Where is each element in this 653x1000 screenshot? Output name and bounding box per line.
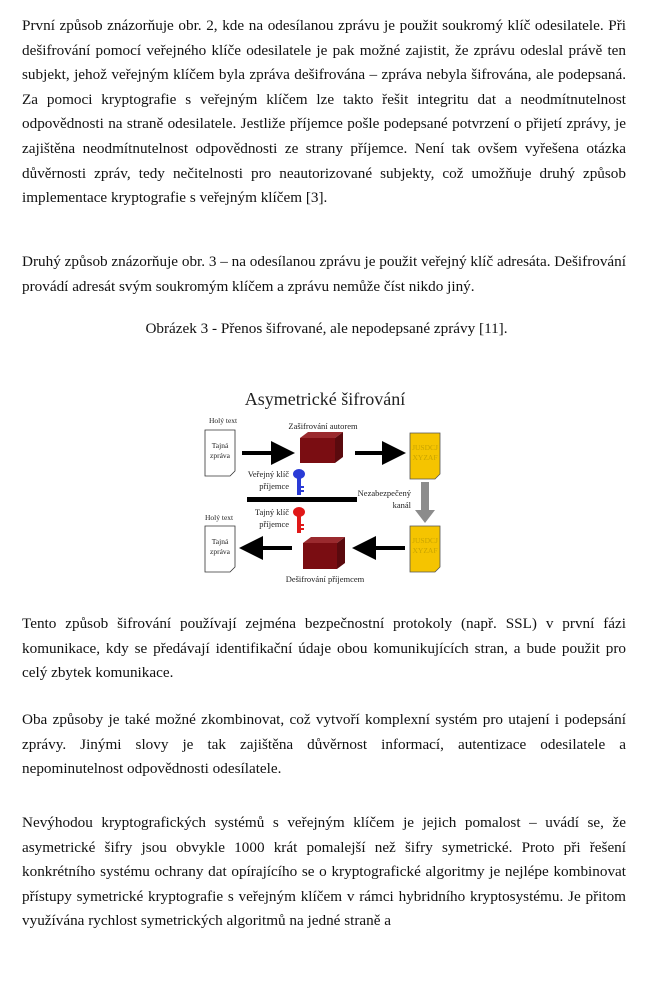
paragraph-combination: Oba způsoby je také možné zkombinovat, což vytvoří komplexní systém pro utajení i podepsání zprávy. Jinými slovy je tak zajištěna důvěrnost informací, autentizace odesilatele a nepominutelnost odpovědnosti odesílatele. [22,711,626,778]
public-key-icon [293,469,305,495]
divider-bar [247,497,357,502]
figure-caption: Obrázek 3 - Přenos šifrované, ale nepodepsané zprávy [11]. [145,320,508,337]
public-key-label-line1: Veřejný klíč [247,469,289,479]
private-key-icon [293,507,305,533]
channel-label-line1: Nezabezpečený [357,488,411,498]
paragraph-disadvantage: Nevýhodou kryptografických systémů s veřejným klíčem je jejich pomalost – uvádí se, že asymetrické šifry jsou obvykle 1000 krát pomalejší než šifry symetrické. Proto při řešení konkrétního systému ochrany dat opírajícího se o kryptografické algoritmy je nejlépe kombinovat přístupy symetrické kryptografie s veřejným klíčem v rámci hybridního kryptosystému. Je přitom využívána rychlost symetrických algoritmů na jedné straně a [22,814,626,930]
doc-text-line2-bottom: zpráva [210,547,230,556]
encrypt-label: Zašifrování autorem [288,421,358,431]
private-key-label-line1: Tajný klíč [254,507,289,517]
public-key-label-line2: příjemce [259,481,289,491]
cipher-text-line2: XYZAF [412,453,438,462]
decrypt-label: Dešifrování příjemcem [285,574,365,584]
decrypt-box-icon [303,537,345,569]
encrypt-box-icon [300,432,343,463]
paragraph-first-method: První způsob znázorňuje obr. 2, kde na odesílanou zprávu je použit soukromý klíč odesilatele. Při dešifrování pomocí veřejného klíče odesilatele je pak možné zajistit, že zprávu odeslal právě ten subjekt, jehož veřejným klíčem byla zpráva dešifrována – zpráva nebyla šifrována, ale podepsaná. Za pomoci kryptografie s veřejným klíčem lze takto řešit integritu dat a neodmítnutelnost odpovědnosti na straně odesilatele. Jestliže příjemce pošle podepsané potvrzení o přijetí zprávy, je zajištěna neodmítnutelnost odpovědnosti ze strany příjemce. Není tak ovšem vyřešena otázka důvěrnosti zpráv, tedy nečitelnosti pro neautorizované subjekty, což umožňuje druhý způsob implementace kryptografie s veřejným klíčem [3]. [22,17,626,207]
paragraph-ssl-usage: Tento způsob šifrování používají zejména bezpečnostní protokoly (např. SSL) v první fázi komunikace, kdy se předávají identifikační údaje obou komunikujících stran, a bude použit pro celý zbytek komunikace. [22,615,626,682]
paragraph-second-method: Druhý způsob znázorňuje obr. 3 – na odesílanou zprávu je použit veřejný klíč adresáta. Dešifrování provádí adresát svým soukromým klíčem a zprávu nemůže číst nikdo jiný. [22,253,626,295]
diagram-title: Asymetrické šifrování [244,389,406,409]
cipher-text-line2-bottom: XYZAF [412,546,438,555]
plaintext-label-bottom: Holý text [205,513,234,522]
asymmetric-encryption-diagram [195,383,455,588]
doc-text-line1-bottom: Tajná [211,537,229,546]
private-key-label-line2: příjemce [259,519,289,529]
channel-label-line2: kanál [392,500,411,510]
cipher-text-line1: JUSDCJ [412,443,438,452]
doc-text-line2: zpráva [210,451,230,460]
doc-text-line1: Tajná [211,441,229,450]
plaintext-label-top: Holý text [209,416,238,425]
insecure-channel-arrow [415,482,435,523]
cipher-text-line1-bottom: JUSDCJ [412,536,438,545]
